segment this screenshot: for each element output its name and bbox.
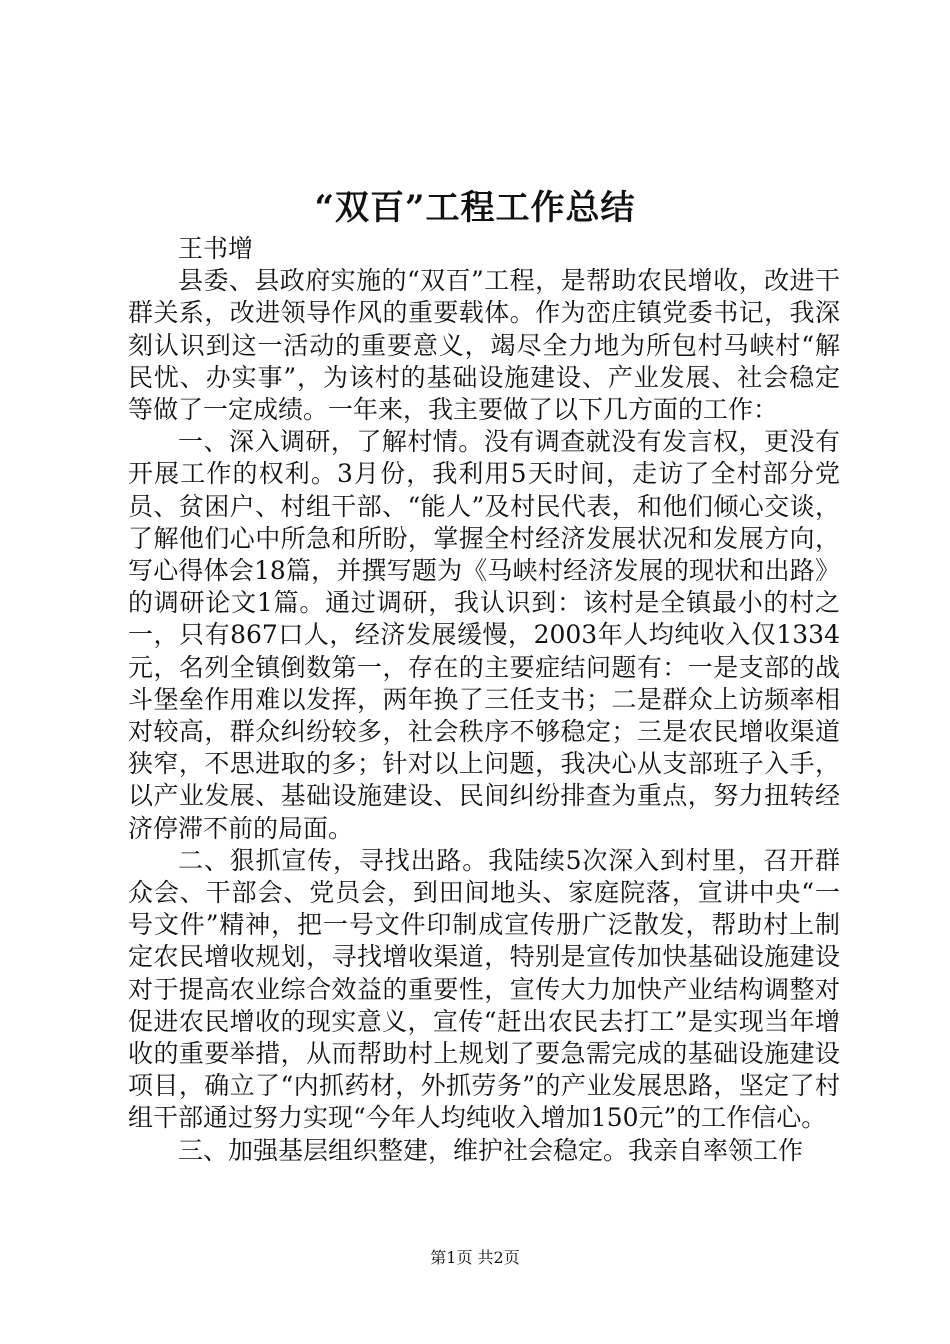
paragraph-section-3: 三、加强基层组织整建，维护社会稳定。我亲自率领工作 — [178, 1135, 804, 1165]
page-footer: 第1页 共2页 — [430, 1248, 520, 1267]
paragraph-section-2: 二、狠抓宣传，寻找出路。我陆续5次深入到村里，召开群众会、干部会、党员会，到田间地头、家庭院落，宣讲中央“一号文件”精神，把一号文件印制成宣传册广泛散发，帮助村上制定农民增收规划，寻找增收渠道，特别是宣传加快基础设施建设对于提高农业综合效益的重要性，宣传大力加快产业结构调整对促进农民增收的现实意义，宣传“赶出农民去打工”是实现当年增收的重要举措，从而帮助村上规划了要急需完成的基础设施建设项目，确立了“内抓药材，外抓劳务”的产业发展思路，坚定了村组干部通过努力实现“今年人均纯收入增加150元”的工作信心。 — [128, 845, 840, 1133]
paragraph-section-1: 一、深入调研，了解村情。没有调查就没有发言权，更没有开展工作的权利。3月份，我利用5天时间，走访了全村部分党员、贫困户、村组干部、“能人”及村民代表，和他们倾心交谈，了解他们心中所急和所盼，掌握全村经济发展状况和发展方向，写心得体会18篇，并撰写题为《马峡村经济发展的现状和出路》的调研论文1篇。通过调研，我认识到：该村是全镇最小的村之一，只有867口人，经济发展缓慢，2003年人均纯收入仅1334元，名列全镇倒数第一，存在的主要症结问题有：一是支部的战斗堡垒作用难以发挥，两年换了三任支书；二是群众上访频率相对较高，群众纠纷较多，社会秩序不够稳定；三是农民增收渠道狭窄，不思进取的多；针对以上问题，我决心从支部班子入手，以产业发展、基础设施建设、民间纠纷排查为重点，努力扭转经济停滞不前的局面。 — [128, 427, 840, 843]
document-body — [128, 233, 840, 1167]
document-title: “双百”工程工作总结 — [314, 188, 636, 228]
author-line: 王书增 — [178, 234, 254, 263]
paragraph-intro: 县委、县政府实施的“双百”工程，是帮助农民增收，改进干群关系，改进领导作风的重要载体。作为峦庄镇党委书记，我深刻认识到这一活动的重要意义，竭尽全力地为所包村马峡村“解民忧、办实事”，为该村的基础设施建设、产业发展、社会稳定等做了一定成绩。一年来，我主要做了以下几方面的工作： — [128, 266, 840, 425]
